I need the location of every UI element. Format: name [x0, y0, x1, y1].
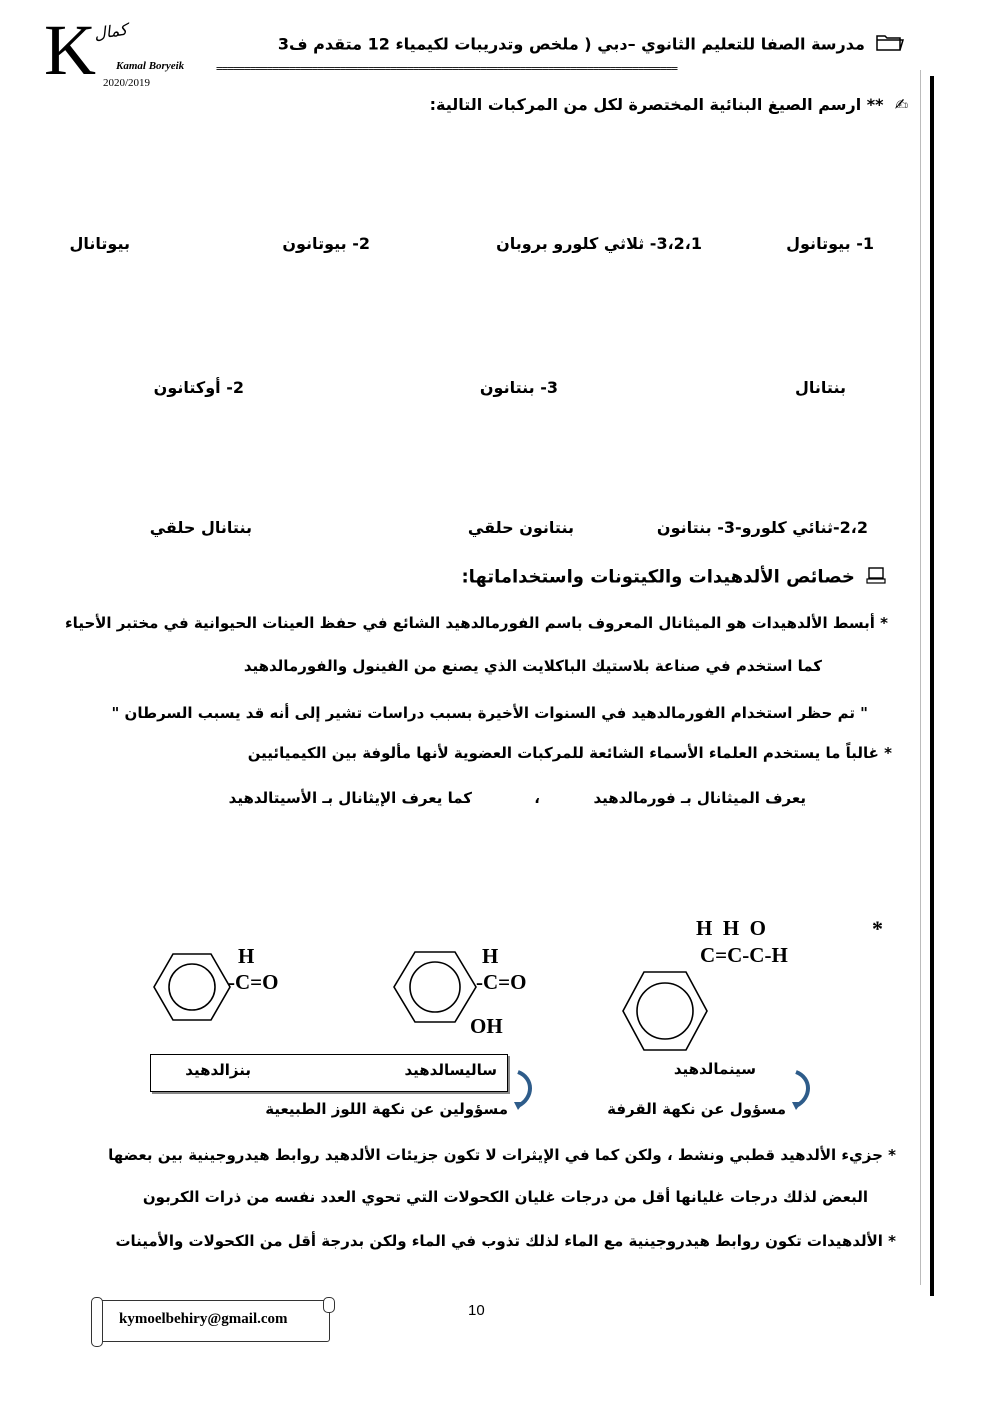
email-scroll — [96, 1300, 330, 1342]
paragraph: يعرف الميثانال بـ فورمالدهيد — [593, 789, 806, 807]
benzene-ring-icon — [152, 952, 232, 1022]
benzene-ring-icon — [392, 950, 478, 1024]
benzaldehyde-group: -C=O — [228, 970, 279, 994]
paragraph-separator: ، — [534, 789, 540, 807]
logo-letter: K — [44, 10, 96, 90]
compound-item: 3- بنتانون — [479, 378, 558, 397]
salicylaldehyde-h: H — [482, 944, 499, 968]
salicylaldehyde-name: ساليسالدهيد — [404, 1061, 497, 1079]
curved-arrow-icon — [512, 1068, 536, 1112]
footer-email: kymoelbehiry@gmail.com — [119, 1311, 288, 1327]
compound-item: 1- بيوتانول — [786, 234, 874, 253]
cinnamaldehyde-name: سينمالدهيد — [673, 1060, 756, 1078]
logo-signature: كمال — [92, 19, 129, 44]
compound-item: 2- بيوتانون — [282, 234, 370, 253]
cinnamaldehyde-atoms: H H O — [696, 916, 767, 940]
salicylaldehyde-oh: OH — [470, 1014, 503, 1038]
section-heading: خصائص الألدهيدات والكيتونات واستخداماتها: — [461, 566, 855, 588]
author-name: Kamal Boryeik — [116, 60, 185, 72]
compound-item: بنتانون حلقي — [467, 518, 574, 537]
almond-note: مسؤولين عن نكهة اللوز الطبيعية — [265, 1100, 508, 1118]
paragraph: كما استخدم في صناعة بلاستيك الباكلايت الذي يصنع من الفينول والفورمالدهيد — [243, 657, 822, 675]
paragraph: " تم حظر استخدام الفورمالدهيد في السنوات الأخيرة بسبب دراسات تشير إلى أنه قد يسبب السرطان " — [111, 704, 868, 722]
scroll-curl-left — [91, 1297, 103, 1347]
compound-item: 3،2،1- ثلاثي كلورو بروبان — [496, 234, 702, 253]
page-number: 10 — [468, 1302, 485, 1319]
bullet-star: * — [872, 916, 883, 941]
scroll-curl-right — [323, 1297, 335, 1313]
section-heading-row — [461, 566, 886, 588]
compound-item: بنتانال حلقي — [149, 518, 252, 537]
aldehyde-names-box — [150, 1054, 508, 1092]
compound-item: 2،2-ثنائي كلورو-3- بنتانون — [656, 518, 868, 537]
school-title: مدرسة الصفا للتعليم الثانوي –دبي ( ملخص وتدريبات لكيمياء 12 متقدم ف3 — [277, 34, 865, 54]
benzaldehyde-name: بنزالدهيد — [185, 1061, 251, 1079]
paragraph: * الألدهيدات تكون روابط هيدروجينية مع الماء لذلك تذوب في الماء ولكن بدرجة أقل من الكحولات والأمينات — [115, 1232, 896, 1250]
salicylaldehyde-group: -C=O — [476, 970, 527, 994]
instruction-text: ** ارسم الصيغ البنائية المختصرة لكل من المركبات التالية: — [429, 95, 884, 114]
compound-item: 2- أوكتانون — [153, 378, 244, 397]
school-year: 2020/2019 — [103, 77, 151, 89]
page-border-right-thin — [920, 70, 921, 1285]
page-border-right-thick — [930, 76, 934, 1296]
compound-item: بيوتانال — [69, 234, 130, 253]
curved-arrow-icon — [790, 1068, 814, 1112]
benzaldehyde-h: H — [238, 944, 255, 968]
paragraph: * أبسط الألدهيدات هو الميثانال المعروف باسم الفورمالدهيد الشائع في حفظ العينات الحيوانية في مختبر الأحياء — [65, 614, 888, 632]
paragraph: البعض لذلك درجات غليانها أقل من درجات غليان الكحولات التي تحوي العدد نفسه من ذرات الكربون — [142, 1188, 868, 1206]
benzene-ring-icon — [620, 970, 710, 1052]
cinnamaldehyde-chain: C=C-C-H — [700, 943, 788, 967]
pencil-icon: ✍ — [894, 95, 908, 114]
paragraph: * جزيء الألدهيد قطبي ونشط ، ولكن كما في الإيثرات لا تكون جزيئات الألدهيد روابط هيدروجينية بين بعضها — [108, 1146, 896, 1164]
header-separator: ================================================================================== — [216, 62, 678, 75]
paragraph: * غالباً ما يستخدم العلماء الأسماء الشائعة للمركبات العضوية لأنها مألوفة بين الكيميائيين — [247, 744, 892, 762]
computer-icon — [866, 566, 886, 588]
cinnamon-note: مسؤول عن نكهة القرفة — [607, 1100, 786, 1118]
paragraph: كما يعرف الإيثانال بـ الأسيتالدهيد — [228, 789, 472, 807]
header-title-row — [264, 33, 904, 55]
folder-icon — [876, 33, 904, 55]
compound-item: بنتانال — [795, 378, 846, 397]
instruction-row — [430, 95, 908, 114]
